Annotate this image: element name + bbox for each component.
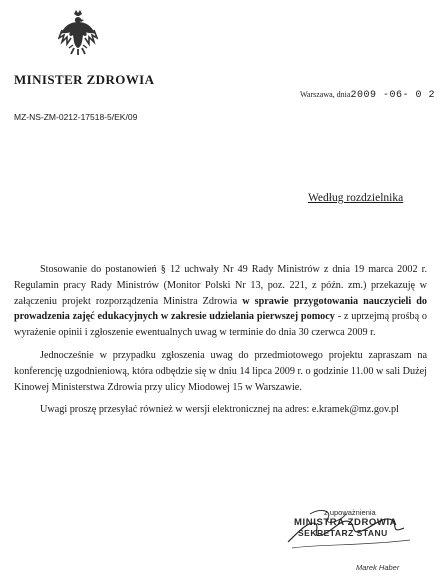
signature-stamp — [284, 508, 434, 538]
signature-on-behalf: z upoważnienia — [324, 508, 376, 517]
date-line — [300, 90, 435, 101]
paragraph-1-request: - z uprzejmą prośbą o wyrażenie opinii i zgłoszenie ewentualnych uwag w terminie do dnia 30 czerwca 2009 r. — [14, 311, 427, 339]
paragraph-1-text: Stosowanie do postanowień § 12 uchwały Nr 49 Rady Ministrów z dnia 19 marca 2002 r. Regulamin pracy Rady Ministrów (Monitor Polski Nr 13, poz. 221, z późn. zm.) przekazuję w załączeniu projekt rozporządzenia Ministra Zdrowia — [14, 264, 427, 307]
paragraph-1 — [14, 262, 427, 341]
signatory-name: Marek Haber — [356, 563, 400, 572]
polish-eagle-emblem-icon — [58, 8, 98, 56]
signature-title-line1: MINISTRA ZDROWIA — [294, 517, 398, 528]
letter-body — [14, 262, 427, 425]
ministry-heading: MINISTER ZDROWIA — [14, 72, 155, 87]
paragraph-2-text: Jednocześnie w przypadku zgłoszenia uwag do przedmiotowego projektu zapraszam na konferencję uzgodnieniową, która odbędzie się w dniu 14 lipca 2009 r. o godzinie 11.00 w sali Dużej Kinowej Ministerstwa Zdrowia przy ulicy Miodowej 15 w Warszawie. — [14, 349, 427, 393]
paragraph-3-text: Uwagi proszę przesyłać również w wersji elektronicznej na adres: e.kramek@mz.gov.pl — [40, 404, 399, 416]
paragraph-2 — [14, 348, 427, 395]
paragraph-3 — [14, 402, 427, 418]
date-stamp: 2009 -06- 0 2 — [350, 90, 435, 101]
addressee: Według rozdzielnika — [308, 192, 404, 204]
paragraph-1-subject: w sprawie przygotowania nauczycieli do prowadzenia zajęć edukacyjnych w zakresie udzielania pierwszej pomocy — [14, 295, 428, 323]
date-prefix: Warszawa, dnia — [300, 90, 351, 99]
reference-number: MZ-NS-ZM-0212-17518-5/EK/09 — [14, 112, 138, 122]
signature-title-line2: SEKRETARZ STANU — [298, 528, 388, 538]
